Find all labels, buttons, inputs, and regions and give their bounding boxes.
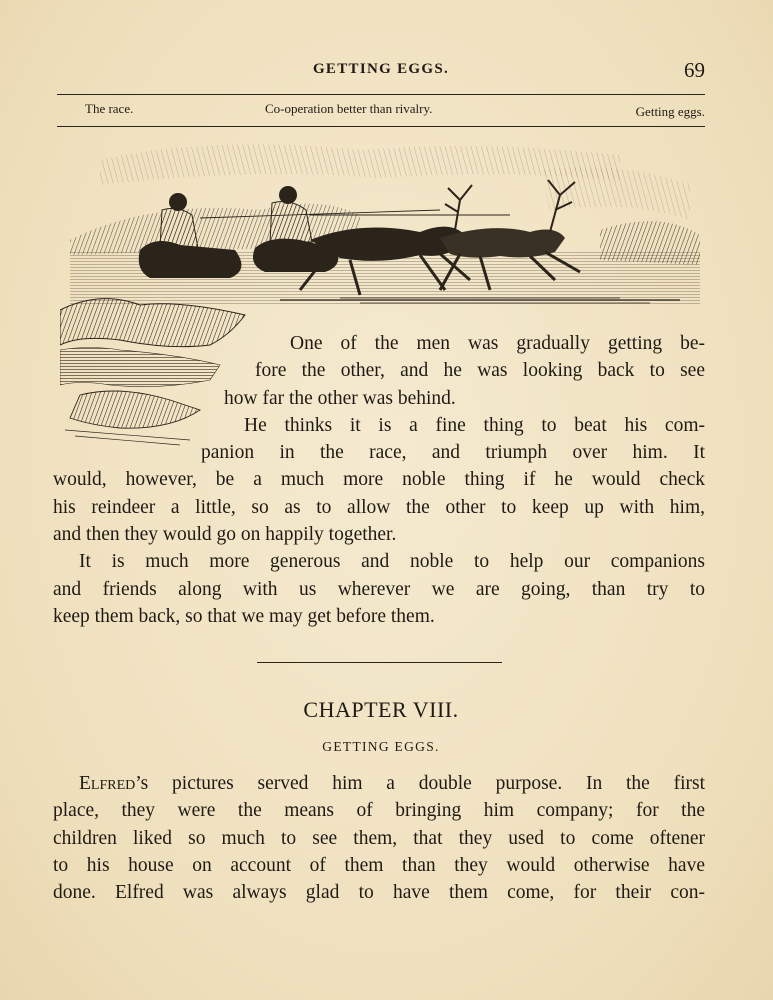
header-rule-bottom <box>57 126 705 127</box>
text-line: fore the other, and he was looking back to see <box>255 360 705 382</box>
running-title: GETTING EGGS. <box>312 61 450 77</box>
chapter-heading: CHAPTER VIII. <box>303 697 459 722</box>
section-one-text <box>53 330 705 630</box>
text-line: keep them back, so that we may get before them. <box>53 605 435 627</box>
chapter-subtitle: GETTING EGGS. <box>322 739 440 754</box>
chapter-text <box>53 770 705 906</box>
running-head <box>57 58 705 82</box>
topic-the-race: The race. <box>85 101 134 116</box>
topic-getting-eggs: Getting eggs. <box>635 104 705 119</box>
text-line: would, however, be a much more noble thing if he would check <box>53 469 705 491</box>
text-line <box>53 770 705 797</box>
text-line: his reindeer a little, so as to allow the other to keep up with him, <box>53 496 705 518</box>
text-line: One of the men was gradually getting be- <box>290 333 705 354</box>
page-number: 69 <box>684 58 705 82</box>
text-line: and friends along with us wherever we are going, than try to <box>53 578 705 600</box>
section-divider <box>257 662 502 663</box>
header-rule-top <box>57 94 705 95</box>
text-line: panion in the race, and triumph over him. It <box>201 442 705 464</box>
marginal-topics <box>57 101 705 121</box>
text-line: how far the other was behind. <box>224 387 456 409</box>
chapter-first-line-rest: ’s pictures served him a double purpose. In the first <box>135 773 705 794</box>
reindeer-one-antlers <box>445 185 472 230</box>
text-line: It is much more generous and noble to help our companions <box>79 551 705 573</box>
text-line: children liked so much to see them, that they used to come oftener <box>53 827 705 849</box>
topic-cooperation: Co-operation better than rivalry. <box>265 101 433 116</box>
text-line: place, they were the means of bringing him company; for the <box>53 800 705 822</box>
text-line: and then they would go on happily together. <box>53 524 397 546</box>
sky-clouds <box>100 144 620 185</box>
text-line: He thinks it is a fine thing to beat his com- <box>244 414 705 436</box>
text-line: to his house on account of them than they would otherwise have <box>53 854 705 876</box>
chapter-first-word: Elfred <box>79 773 136 794</box>
text-line: done. Elfred was always glad to have them come, for their con- <box>53 882 705 904</box>
